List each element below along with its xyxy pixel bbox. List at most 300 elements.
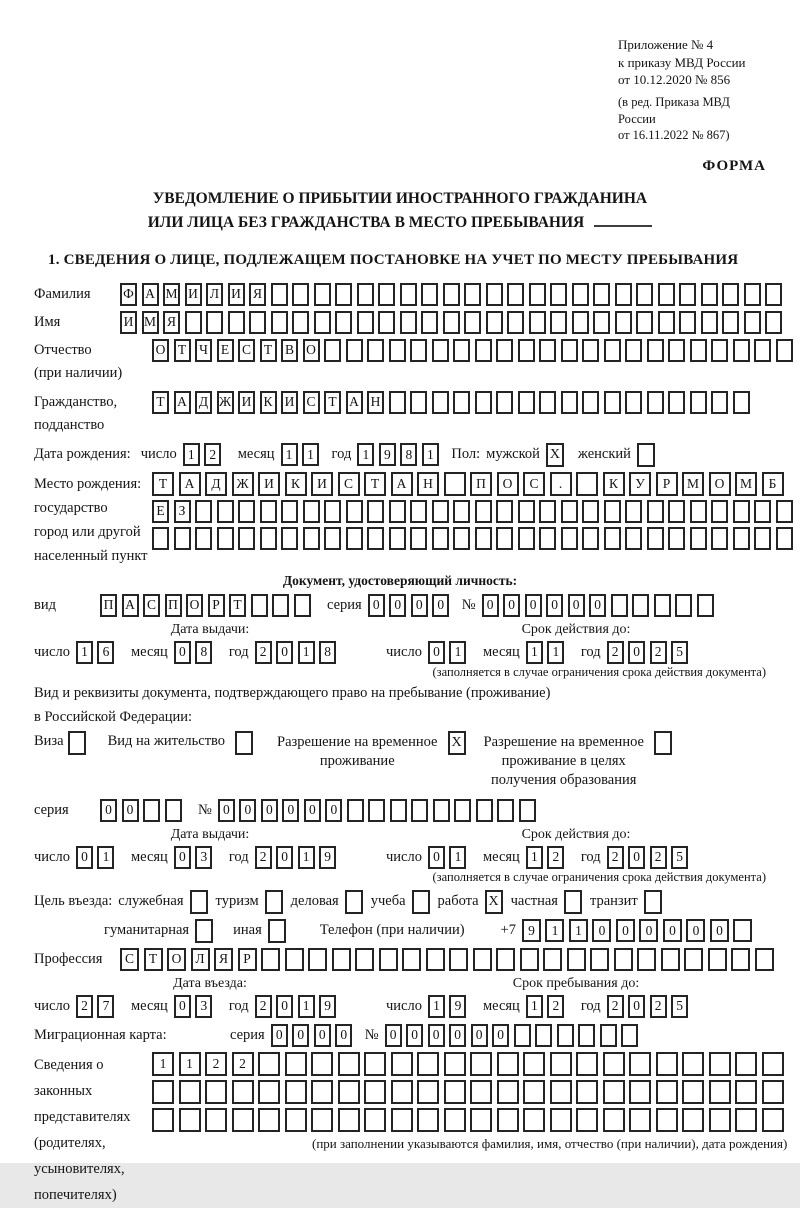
char-box[interactable]: 2 [650, 641, 667, 664]
char-box[interactable] [582, 339, 599, 362]
char-box[interactable] [232, 1080, 254, 1104]
char-box[interactable] [294, 594, 311, 617]
char-box[interactable] [776, 500, 793, 523]
char-box[interactable] [636, 283, 653, 306]
char-box[interactable] [682, 1108, 704, 1132]
char-box[interactable] [518, 391, 535, 414]
char-box[interactable] [518, 500, 535, 523]
char-box[interactable]: 1 [547, 641, 564, 664]
char-box[interactable]: 2 [205, 1052, 227, 1076]
char-box[interactable] [661, 948, 680, 971]
char-box[interactable] [285, 1080, 307, 1104]
char-box[interactable] [389, 527, 406, 550]
char-box[interactable] [629, 1108, 651, 1132]
char-box[interactable]: Т [260, 339, 277, 362]
char-box[interactable]: 2 [607, 846, 624, 869]
char-box[interactable]: А [391, 472, 413, 496]
char-box[interactable] [152, 1080, 174, 1104]
char-box[interactable] [357, 311, 374, 334]
char-box[interactable] [744, 311, 761, 334]
char-box[interactable] [475, 527, 492, 550]
char-box[interactable] [582, 500, 599, 523]
char-box[interactable]: А [142, 283, 159, 306]
char-box[interactable]: Т [152, 472, 174, 496]
char-box[interactable] [593, 283, 610, 306]
char-box[interactable] [496, 527, 513, 550]
char-box[interactable]: Т [229, 594, 246, 617]
char-box[interactable] [179, 1080, 201, 1104]
char-box[interactable] [647, 527, 664, 550]
char-box[interactable]: М [163, 283, 180, 306]
char-box[interactable]: 0 [100, 799, 117, 822]
char-box[interactable] [576, 1080, 598, 1104]
char-box[interactable]: 0 [368, 594, 385, 617]
char-box[interactable] [675, 594, 692, 617]
char-box[interactable]: 0 [406, 1024, 423, 1047]
char-box[interactable] [311, 1108, 333, 1132]
visa-checkbox[interactable] [68, 731, 86, 755]
char-box[interactable]: 0 [389, 594, 406, 617]
char-box[interactable]: С [523, 472, 545, 496]
char-box[interactable]: Т [144, 948, 163, 971]
char-box[interactable] [411, 799, 428, 822]
char-box[interactable] [733, 500, 750, 523]
char-box[interactable] [335, 311, 352, 334]
char-box[interactable] [496, 339, 513, 362]
char-box[interactable] [632, 594, 649, 617]
char-box[interactable] [260, 527, 277, 550]
char-box[interactable] [475, 339, 492, 362]
char-box[interactable]: И [258, 472, 280, 496]
char-box[interactable]: Д [195, 391, 212, 414]
char-box[interactable] [347, 799, 364, 822]
char-box[interactable]: 1 [76, 641, 93, 664]
char-box[interactable] [378, 283, 395, 306]
char-box[interactable]: П [470, 472, 492, 496]
char-box[interactable]: Я [214, 948, 233, 971]
char-box[interactable] [744, 283, 761, 306]
char-box[interactable] [656, 1080, 678, 1104]
char-box[interactable]: Я [163, 311, 180, 334]
char-box[interactable] [368, 799, 385, 822]
char-box[interactable] [625, 527, 642, 550]
char-box[interactable] [303, 527, 320, 550]
char-box[interactable] [535, 1024, 552, 1047]
char-box[interactable] [656, 1108, 678, 1132]
char-box[interactable]: 1 [545, 919, 564, 942]
char-box[interactable]: 1 [526, 995, 543, 1018]
char-box[interactable]: А [346, 391, 363, 414]
char-box[interactable] [497, 799, 514, 822]
char-box[interactable] [357, 283, 374, 306]
char-box[interactable]: С [238, 339, 255, 362]
char-box[interactable] [285, 948, 304, 971]
char-box[interactable] [636, 311, 653, 334]
char-box[interactable] [205, 1080, 227, 1104]
char-box[interactable]: 0 [449, 1024, 466, 1047]
char-box[interactable] [470, 1080, 492, 1104]
char-box[interactable] [338, 1108, 360, 1132]
char-box[interactable] [529, 311, 546, 334]
char-box[interactable] [604, 527, 621, 550]
char-box[interactable] [765, 283, 782, 306]
char-box[interactable] [364, 1052, 386, 1076]
char-box[interactable]: Т [174, 339, 191, 362]
char-box[interactable] [391, 1080, 413, 1104]
char-box[interactable] [285, 1052, 307, 1076]
purpose-other-checkbox[interactable] [268, 919, 286, 943]
char-box[interactable] [754, 527, 771, 550]
char-box[interactable]: 0 [271, 1024, 288, 1047]
char-box[interactable] [292, 311, 309, 334]
char-box[interactable] [249, 311, 266, 334]
char-box[interactable] [709, 1108, 731, 1132]
char-box[interactable] [603, 1108, 625, 1132]
char-box[interactable] [389, 339, 406, 362]
char-box[interactable] [206, 311, 223, 334]
char-box[interactable] [464, 311, 481, 334]
char-box[interactable] [514, 1024, 531, 1047]
char-box[interactable]: 0 [276, 995, 293, 1018]
char-box[interactable]: 0 [628, 641, 645, 664]
char-box[interactable] [658, 311, 675, 334]
char-box[interactable] [572, 311, 589, 334]
char-box[interactable] [684, 948, 703, 971]
char-box[interactable] [449, 948, 468, 971]
char-box[interactable] [228, 311, 245, 334]
char-box[interactable]: 2 [547, 846, 564, 869]
char-box[interactable]: 0 [385, 1024, 402, 1047]
char-box[interactable] [258, 1108, 280, 1132]
char-box[interactable] [682, 1052, 704, 1076]
purpose-study-checkbox[interactable] [412, 890, 430, 914]
char-box[interactable]: Л [191, 948, 210, 971]
char-box[interactable] [614, 948, 633, 971]
char-box[interactable]: 2 [255, 846, 272, 869]
char-box[interactable] [271, 311, 288, 334]
char-box[interactable] [550, 283, 567, 306]
char-box[interactable] [735, 1052, 757, 1076]
char-box[interactable] [335, 283, 352, 306]
char-box[interactable] [709, 1052, 731, 1076]
char-box[interactable]: 1 [281, 443, 298, 466]
char-box[interactable] [550, 1108, 572, 1132]
char-box[interactable]: М [682, 472, 704, 496]
char-box[interactable]: Т [364, 472, 386, 496]
char-box[interactable] [593, 311, 610, 334]
char-box[interactable]: 0 [482, 594, 499, 617]
char-box[interactable] [668, 339, 685, 362]
char-box[interactable]: З [174, 500, 191, 523]
char-box[interactable]: . [550, 472, 572, 496]
char-box[interactable] [647, 339, 664, 362]
char-box[interactable]: 3 [195, 995, 212, 1018]
char-box[interactable]: Д [205, 472, 227, 496]
char-box[interactable] [443, 283, 460, 306]
char-box[interactable] [711, 391, 728, 414]
char-box[interactable]: Ч [195, 339, 212, 362]
char-box[interactable] [432, 500, 449, 523]
char-box[interactable] [453, 391, 470, 414]
char-box[interactable] [507, 311, 524, 334]
char-box[interactable] [776, 527, 793, 550]
char-box[interactable] [539, 339, 556, 362]
char-box[interactable]: 1 [422, 443, 439, 466]
char-box[interactable] [346, 500, 363, 523]
char-box[interactable] [733, 391, 750, 414]
char-box[interactable] [572, 283, 589, 306]
char-box[interactable]: 0 [76, 846, 93, 869]
char-box[interactable]: Л [206, 283, 223, 306]
char-box[interactable] [690, 500, 707, 523]
char-box[interactable] [475, 391, 492, 414]
char-box[interactable]: 0 [335, 1024, 352, 1047]
char-box[interactable] [391, 1052, 413, 1076]
char-box[interactable] [561, 339, 578, 362]
char-box[interactable] [426, 948, 445, 971]
char-box[interactable]: А [174, 391, 191, 414]
char-box[interactable] [557, 1024, 574, 1047]
char-box[interactable] [735, 1108, 757, 1132]
char-box[interactable]: 2 [232, 1052, 254, 1076]
char-box[interactable] [550, 1080, 572, 1104]
char-box[interactable] [432, 527, 449, 550]
char-box[interactable]: 1 [97, 846, 114, 869]
char-box[interactable]: Ж [217, 391, 234, 414]
edu-residence-checkbox[interactable] [654, 731, 672, 755]
char-box[interactable] [697, 594, 714, 617]
char-box[interactable] [625, 391, 642, 414]
char-box[interactable]: Е [217, 339, 234, 362]
char-box[interactable] [731, 948, 750, 971]
char-box[interactable] [603, 1052, 625, 1076]
char-box[interactable]: 0 [282, 799, 299, 822]
char-box[interactable]: Р [208, 594, 225, 617]
char-box[interactable]: 5 [671, 641, 688, 664]
char-box[interactable]: К [603, 472, 625, 496]
char-box[interactable] [271, 283, 288, 306]
char-box[interactable]: И [185, 283, 202, 306]
char-box[interactable] [539, 391, 556, 414]
char-box[interactable] [251, 594, 268, 617]
char-box[interactable] [735, 1080, 757, 1104]
char-box[interactable] [590, 948, 609, 971]
char-box[interactable]: 0 [492, 1024, 509, 1047]
char-box[interactable]: 0 [428, 846, 445, 869]
char-box[interactable]: Е [152, 500, 169, 523]
char-box[interactable] [238, 500, 255, 523]
char-box[interactable] [647, 500, 664, 523]
char-box[interactable] [355, 948, 374, 971]
char-box[interactable] [733, 339, 750, 362]
char-box[interactable]: 0 [218, 799, 235, 822]
char-box[interactable] [576, 1052, 598, 1076]
char-box[interactable] [402, 948, 421, 971]
char-box[interactable]: О [497, 472, 519, 496]
char-box[interactable] [637, 948, 656, 971]
char-box[interactable] [417, 1108, 439, 1132]
char-box[interactable]: 0 [592, 919, 611, 942]
char-box[interactable] [232, 1108, 254, 1132]
char-box[interactable] [690, 339, 707, 362]
char-box[interactable]: 2 [607, 995, 624, 1018]
char-box[interactable]: 1 [183, 443, 200, 466]
char-box[interactable] [443, 311, 460, 334]
char-box[interactable]: 2 [255, 995, 272, 1018]
char-box[interactable] [454, 799, 471, 822]
char-box[interactable] [285, 1108, 307, 1132]
char-box[interactable] [733, 919, 752, 942]
purpose-private-checkbox[interactable] [564, 890, 582, 914]
char-box[interactable] [174, 527, 191, 550]
char-box[interactable]: 9 [522, 919, 541, 942]
purpose-work-checkbox[interactable]: X [485, 890, 503, 914]
char-box[interactable] [432, 391, 449, 414]
char-box[interactable] [152, 527, 169, 550]
char-box[interactable] [389, 500, 406, 523]
char-box[interactable]: М [735, 472, 757, 496]
char-box[interactable] [311, 1052, 333, 1076]
char-box[interactable] [433, 799, 450, 822]
char-box[interactable]: 1 [302, 443, 319, 466]
char-box[interactable]: 2 [547, 995, 564, 1018]
char-box[interactable]: А [122, 594, 139, 617]
char-box[interactable]: У [629, 472, 651, 496]
char-box[interactable] [603, 1080, 625, 1104]
char-box[interactable] [367, 339, 384, 362]
char-box[interactable]: 0 [628, 995, 645, 1018]
char-box[interactable] [292, 283, 309, 306]
char-box[interactable] [496, 500, 513, 523]
char-box[interactable] [621, 1024, 638, 1047]
char-box[interactable] [444, 1052, 466, 1076]
char-box[interactable] [497, 1052, 519, 1076]
char-box[interactable]: Ж [232, 472, 254, 496]
char-box[interactable] [338, 1052, 360, 1076]
char-box[interactable]: С [303, 391, 320, 414]
char-box[interactable] [690, 391, 707, 414]
char-box[interactable] [539, 527, 556, 550]
char-box[interactable] [364, 1080, 386, 1104]
char-box[interactable]: 0 [276, 641, 293, 664]
char-box[interactable]: И [311, 472, 333, 496]
char-box[interactable]: 0 [710, 919, 729, 942]
char-box[interactable] [708, 948, 727, 971]
char-box[interactable]: 0 [174, 641, 191, 664]
char-box[interactable] [217, 527, 234, 550]
char-box[interactable]: П [100, 594, 117, 617]
char-box[interactable]: 8 [400, 443, 417, 466]
char-box[interactable]: 0 [261, 799, 278, 822]
char-box[interactable]: И [228, 283, 245, 306]
char-box[interactable] [314, 311, 331, 334]
char-box[interactable] [238, 527, 255, 550]
char-box[interactable]: 2 [607, 641, 624, 664]
char-box[interactable] [615, 311, 632, 334]
char-box[interactable]: П [165, 594, 182, 617]
char-box[interactable] [338, 1080, 360, 1104]
char-box[interactable]: 2 [76, 995, 93, 1018]
char-box[interactable]: Р [656, 472, 678, 496]
char-box[interactable] [444, 472, 466, 496]
char-box[interactable]: 1 [179, 1052, 201, 1076]
temp-residence-checkbox[interactable]: X [448, 731, 466, 755]
char-box[interactable]: 9 [319, 995, 336, 1018]
char-box[interactable] [217, 500, 234, 523]
char-box[interactable] [496, 391, 513, 414]
char-box[interactable]: Б [762, 472, 784, 496]
char-box[interactable] [682, 1080, 704, 1104]
char-box[interactable] [417, 1080, 439, 1104]
char-box[interactable] [679, 311, 696, 334]
char-box[interactable]: 2 [204, 443, 221, 466]
char-box[interactable] [576, 472, 598, 496]
char-box[interactable]: 7 [97, 995, 114, 1018]
char-box[interactable] [272, 594, 289, 617]
char-box[interactable] [258, 1052, 280, 1076]
char-box[interactable] [453, 500, 470, 523]
char-box[interactable] [518, 339, 535, 362]
char-box[interactable]: 1 [526, 846, 543, 869]
char-box[interactable]: О [152, 339, 169, 362]
char-box[interactable]: Т [324, 391, 341, 414]
char-box[interactable] [561, 391, 578, 414]
char-box[interactable]: 0 [686, 919, 705, 942]
char-box[interactable] [281, 527, 298, 550]
char-box[interactable]: 1 [298, 641, 315, 664]
purpose-tourism-checkbox[interactable] [265, 890, 283, 914]
char-box[interactable] [604, 391, 621, 414]
char-box[interactable] [722, 283, 739, 306]
char-box[interactable] [629, 1052, 651, 1076]
char-box[interactable] [668, 391, 685, 414]
char-box[interactable] [185, 311, 202, 334]
char-box[interactable]: 5 [671, 846, 688, 869]
char-box[interactable] [668, 500, 685, 523]
char-box[interactable] [453, 527, 470, 550]
char-box[interactable]: С [143, 594, 160, 617]
char-box[interactable]: А [179, 472, 201, 496]
char-box[interactable] [486, 311, 503, 334]
char-box[interactable] [711, 339, 728, 362]
char-box[interactable] [625, 339, 642, 362]
char-box[interactable]: 1 [569, 919, 588, 942]
char-box[interactable]: О [303, 339, 320, 362]
char-box[interactable]: 0 [276, 846, 293, 869]
char-box[interactable] [656, 1052, 678, 1076]
char-box[interactable] [762, 1052, 784, 1076]
char-box[interactable] [529, 283, 546, 306]
char-box[interactable] [314, 283, 331, 306]
char-box[interactable] [470, 1052, 492, 1076]
char-box[interactable] [615, 283, 632, 306]
char-box[interactable]: 0 [639, 919, 658, 942]
char-box[interactable]: 2 [255, 641, 272, 664]
char-box[interactable] [711, 527, 728, 550]
char-box[interactable] [367, 500, 384, 523]
char-box[interactable] [324, 339, 341, 362]
char-box[interactable]: 5 [671, 995, 688, 1018]
char-box[interactable]: Ф [120, 283, 137, 306]
char-box[interactable]: 9 [319, 846, 336, 869]
char-box[interactable] [400, 311, 417, 334]
char-box[interactable]: 0 [663, 919, 682, 942]
char-box[interactable] [582, 391, 599, 414]
char-box[interactable]: 9 [449, 995, 466, 1018]
char-box[interactable]: 1 [449, 641, 466, 664]
char-box[interactable]: 0 [411, 594, 428, 617]
char-box[interactable] [390, 799, 407, 822]
